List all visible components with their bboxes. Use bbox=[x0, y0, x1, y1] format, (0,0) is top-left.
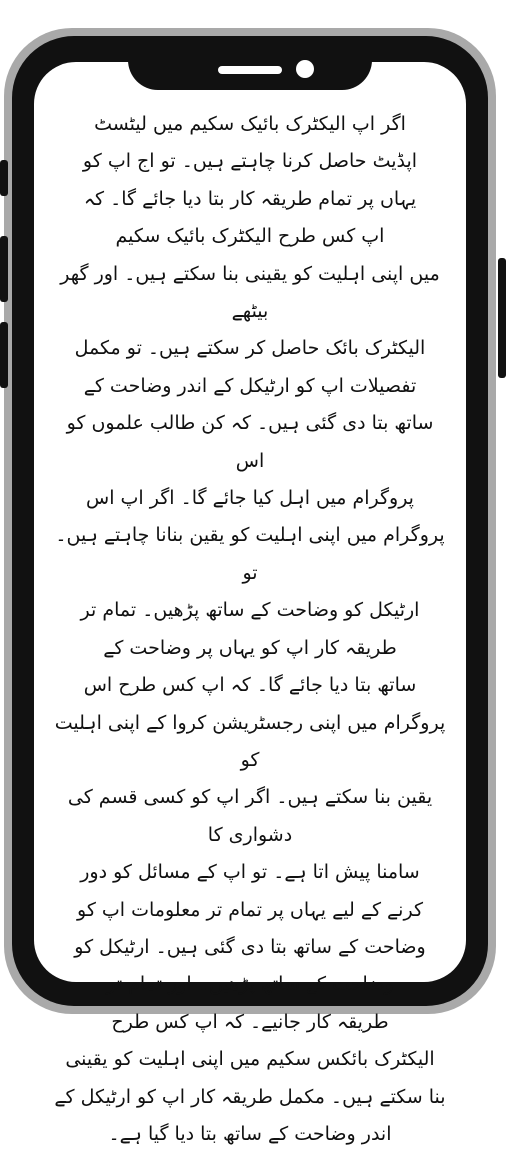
phone-notch bbox=[128, 44, 372, 90]
power-button bbox=[498, 258, 506, 378]
volume-down-button bbox=[0, 322, 8, 388]
volume-up-button bbox=[0, 236, 8, 302]
camera-icon bbox=[296, 60, 314, 78]
article-text: اگر اپ الیکٹرک بائیک سکیم میں لیٹسٹ اپڈیٹ حاصل کرنا چاہتے ہیں۔ تو اج اپ کو یہاں پر تمام طریقہ کار بتا دیا جائے گا۔ کہ اپ کس طرح الیکٹرک بائیک سکیم میں اپنی اہلیت کو یقینی بنا سکتے ہیں۔ اور گھر بیٹھے الیکٹرک بائک حاصل کر سکتے ہیں۔ تو مکمل تفصیلات اپ کو ارٹیکل کے اندر وضاحت کے ساتھ بتا دی گئی ہیں۔ کہ کن طالب علموں کو اس پروگرام میں اہل کیا جائے گا۔ اگر اپ اس پروگرام میں اپنی اہلیت کو یقین بنانا چاہتے ہیں۔ تو ارٹیکل کو وضاحت کے ساتھ پڑھیں۔ تمام تر طریقہ کار اپ کو یہاں پر وضاحت کے ساتھ بتا دیا جائے گا۔ کہ اپ کس طرح اس پروگرام میں اپنی رجسٹریشن کروا کے اپنی اہلیت کو یقین بنا سکتے ہیں۔ اگر اپ کو کسی قسم کی دشواری کا سامنا پیش اتا ہے۔ تو اپ کے مسائل کو دور کرنے کے لیے یہاں پر تمام تر معلومات اپ کو وضاحت کے ساتھ بتا دی گئی ہیں۔ ارٹیکل کو وضاحت کے ساتھ پڑھیں۔ اور تمام تر طریقہ کار جانیے۔ کہ اپ کس طرح الیکٹرک بائکس سکیم میں اپنی اہلیت کو یقینی بنا سکتے ہیں۔ مکمل طریقہ کار اپ کو ارٹیکل کے اندر وضاحت کے ساتھ بتا دیا گیا ہے۔ bbox=[54, 113, 446, 1145]
mute-switch bbox=[0, 160, 8, 196]
speaker-icon bbox=[218, 66, 282, 74]
phone-screen bbox=[34, 62, 466, 1145]
